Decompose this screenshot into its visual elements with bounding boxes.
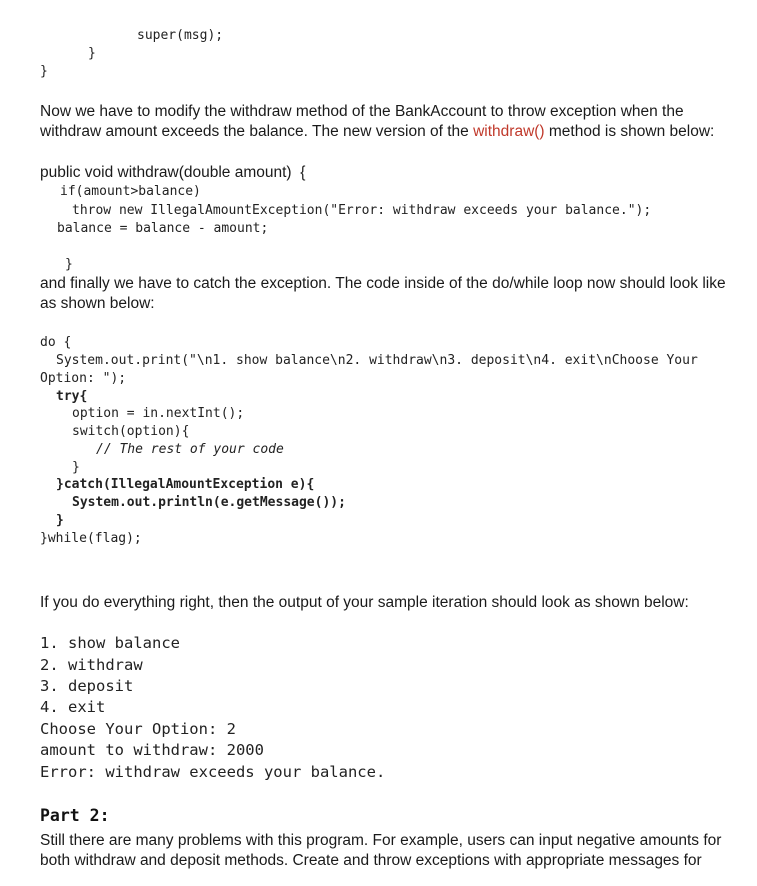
code-print-continuation: Option: "); [40,371,127,386]
output-line: 4. exit [40,698,106,716]
code-while-line: }while(flag); [40,531,142,546]
code-catch-close: } [56,513,64,528]
code-option-line: option = in.nextInt(); [72,406,245,421]
code-balance-line: balance = balance - amount; [57,221,269,236]
paragraph-output-intro: If you do everything right, then the output of your sample iteration should look as shown below: [40,594,689,611]
output-line: Error: withdraw exceeds your balance. [40,763,386,781]
paragraph-text: method is shown below: [544,123,715,140]
code-println-line: System.out.println(e.getMessage()); [72,495,346,510]
paragraph-catch-intro: and finally we have to catch the exception. The code inside of the do/while loop now should look like as shown below: [40,275,726,312]
withdraw-method-highlight: withdraw() [473,123,545,140]
code-if-line: if(amount>balance) [60,184,201,199]
output-line: 3. deposit [40,677,134,695]
output-line: Choose Your Option: 2 [40,720,236,738]
code-print-line: System.out.print("\n1. show balance\n2. withdraw\n3. deposit\n4. exit\nChoose Your [56,353,698,368]
part-2-paragraph: Still there are many problems with this program. For example, users can input negative amounts for both withdraw and deposit methods. Create and throw exceptions with appropriate messages for [40,832,722,869]
code-switch-line: switch(option){ [72,424,190,439]
code-withdraw-signature: public void withdraw(double amount) { [40,164,306,181]
code-withdraw-close-brace: } [65,257,73,272]
code-super-call: super(msg); [137,28,224,43]
code-do-line: do { [40,335,72,350]
output-line: 1. show balance [40,634,180,652]
code-comment-line: // The rest of your code [96,442,284,457]
output-line: amount to withdraw: 2000 [40,741,264,759]
code-throw-line: throw new IllegalAmountException("Error: withdraw exceeds your balance."); [72,203,652,218]
code-switch-close: } [72,460,80,475]
code-try-line: try{ [56,389,88,404]
code-inner-brace: } [88,46,96,61]
part-2-heading: Part 2: [40,806,110,825]
output-line: 2. withdraw [40,656,143,674]
paragraph-withdraw-intro [40,102,745,142]
code-catch-line: }catch(IllegalAmountException e){ [56,477,315,492]
code-outer-brace: } [40,64,48,79]
paragraph-text: Now we have to modify the withdraw method of the BankAccount to throw exception when the withdraw amount exceeds the balance. The new version of the [40,103,684,140]
